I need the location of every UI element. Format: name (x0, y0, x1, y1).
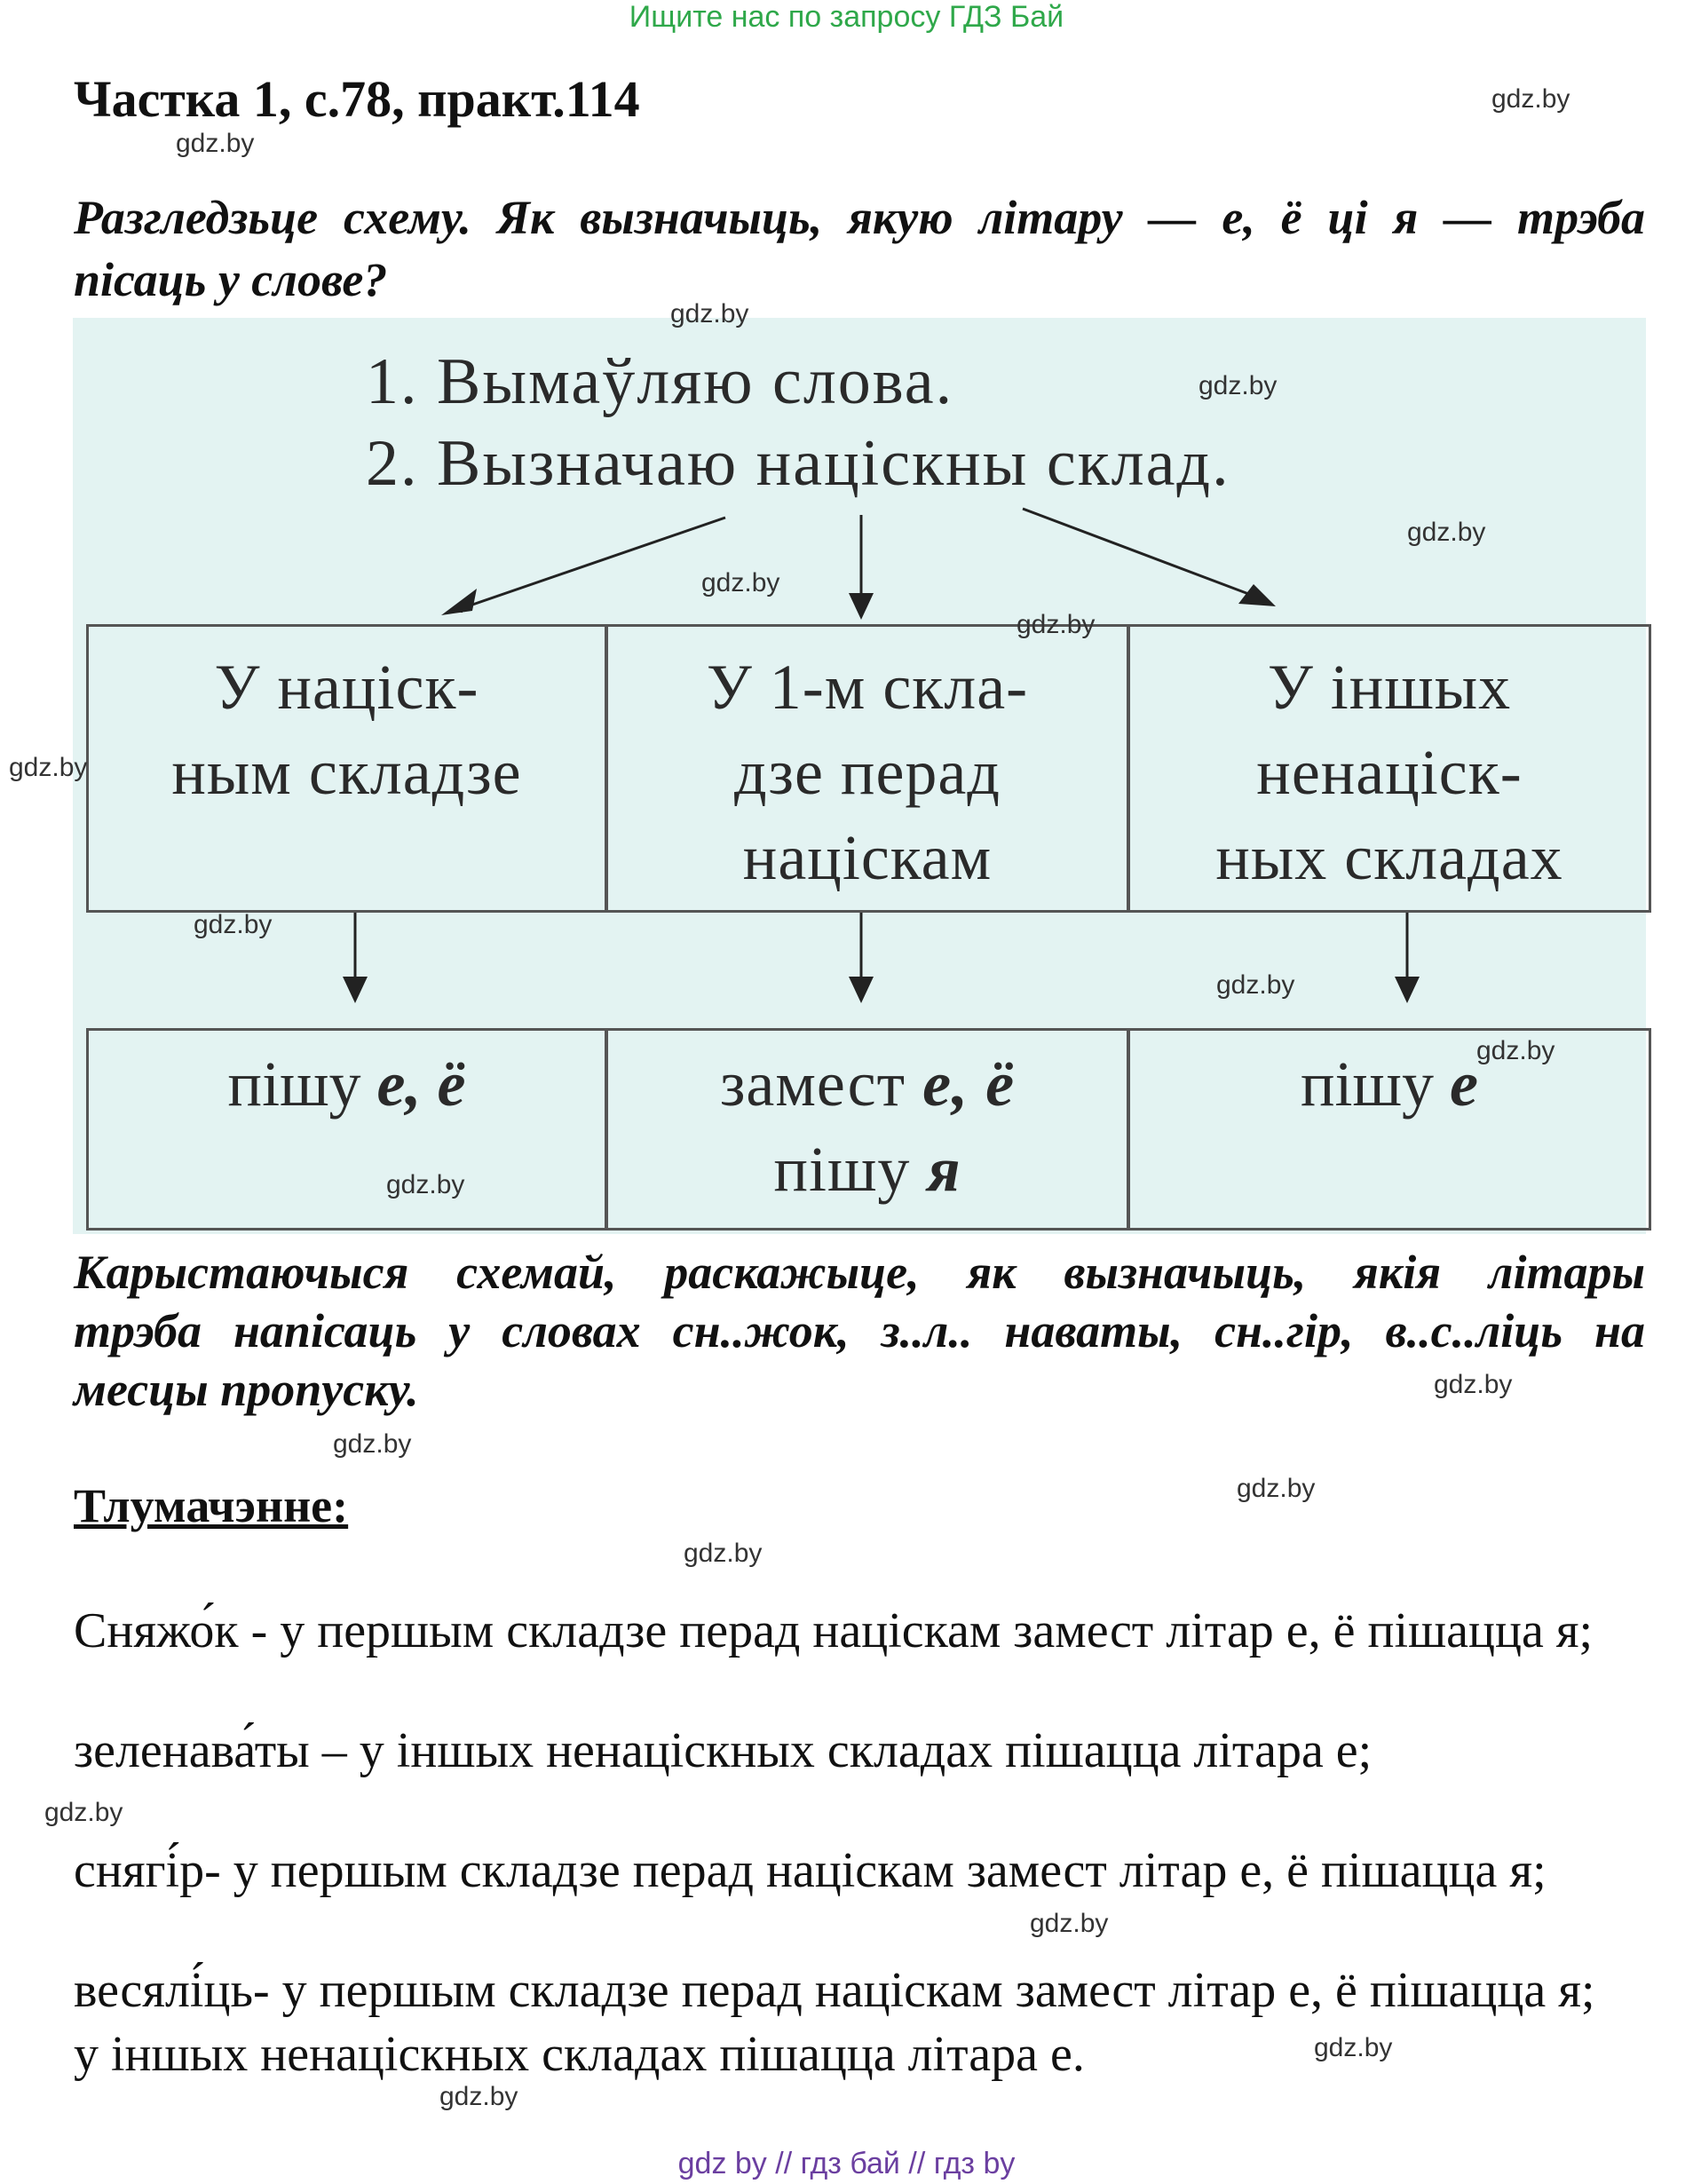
box-pretonic-line-1: У 1-м скла- (706, 652, 1029, 723)
arrow-to-stressed-head (441, 589, 477, 615)
arrow-to-unstressed-head (1238, 584, 1276, 606)
task-line-2: трэба напісаць у словах сн..жок, з..л.. наваты, сн..гір, в..с..ліць на (74, 1304, 1645, 1357)
result-2-text-1: замест (719, 1048, 923, 1120)
box-other-line-1: У іншых (1267, 652, 1512, 723)
watermark: gdz.by (1199, 371, 1278, 400)
watermark: gdz.by (701, 568, 780, 597)
result-write-e (1127, 1028, 1651, 1230)
question-text (74, 186, 1645, 311)
question-line-1: Разгледзьце схему. Як вызначыць, якую літару — е, ё ці я — трэба (74, 191, 1645, 244)
result-1-letters: е, ё (376, 1048, 466, 1120)
page-title: Частка 1, с.78, практ.114 (74, 70, 640, 128)
arrow-to-stressed (455, 518, 725, 611)
explanation-line-1: Сняжо́к - у першым складзе перад націскам замест літар е, ё пішацца я; (74, 1603, 1594, 1658)
box-pretonic-line-3: націскам (742, 822, 993, 893)
box-stressed-syllable (86, 624, 607, 913)
watermark: gdz.by (439, 2082, 518, 2111)
result-2-letters-1: е, ё (922, 1048, 1016, 1120)
arrow-col3-down-head (1395, 977, 1420, 1003)
result-2-text-2: пішу (773, 1134, 928, 1205)
watermark: gdz.by (176, 129, 255, 158)
watermark: gdz.by (1237, 1474, 1316, 1503)
scheme-step-2: 2. Вызначаю націскны склад. (366, 427, 1230, 500)
explanation-heading: Тлумачэнне: (74, 1479, 349, 1532)
explanation-line-5: у іншых ненаціскных складах пішацца літара е. (74, 2027, 1085, 2082)
explanation-line-3: снягі́р- у першым складзе перад націскам замест літар е, ё пішацца я; (74, 1843, 1547, 1898)
task-line-1: Карыстаючыся схемай, раскажыце, як вызначыць, якія літары (74, 1246, 1645, 1299)
arrow-col1-down-head (343, 977, 368, 1003)
watermark: gdz.by (1476, 1036, 1555, 1065)
watermark: gdz.by (1017, 610, 1096, 639)
box-stressed-line-1: У націск- (214, 652, 479, 723)
box-pretonic-syllable (605, 624, 1129, 913)
top-banner[interactable]: Ищите нас по запросу ГДЗ Бай (629, 0, 1064, 34)
watermark: gdz.by (670, 299, 749, 328)
box-stressed-line-2: ным складзе (171, 737, 522, 808)
watermark: gdz.by (9, 753, 88, 782)
task-line-3: месцы пропуску. (74, 1363, 419, 1416)
watermark: gdz.by (1407, 518, 1486, 547)
watermark: gdz.by (1216, 970, 1295, 1000)
explanation-line-4: весялі́ць- у першым складзе перад націскам замест літар е, ё пішацца я; (74, 1963, 1595, 2018)
watermark: gdz.by (684, 1539, 763, 1568)
explanation-line-2: зеленава́ты – у іншых ненаціскных складах пішацца літара е; (74, 1723, 1373, 1778)
result-1-text: пішу (227, 1048, 377, 1120)
task-text (74, 1243, 1645, 1419)
watermark: gdz.by (386, 1170, 465, 1199)
watermark: gdz.by (1030, 1909, 1109, 1938)
spelling-scheme (73, 318, 1646, 1234)
box-other-line-3: ных складах (1215, 822, 1563, 893)
watermark: gdz.by (1434, 1370, 1513, 1399)
footer-links[interactable]: gdz by // гдз бай // гдз by (677, 2147, 1016, 2180)
result-write-ya (605, 1028, 1129, 1230)
arrow-col2-down-head (849, 977, 874, 1003)
box-other-unstressed (1127, 624, 1651, 913)
box-other-line-2: ненаціск- (1256, 737, 1523, 808)
box-pretonic-line-2: дзе перад (734, 737, 1001, 808)
arrow-to-pretonic-head (849, 593, 874, 620)
arrow-to-unstressed (1023, 509, 1258, 597)
scheme-step-1: 1. Вымаўляю слова. (366, 345, 954, 418)
watermark: gdz.by (333, 1429, 412, 1459)
watermark: gdz.by (44, 1798, 123, 1827)
result-3-text: пішу (1301, 1048, 1450, 1120)
watermark: gdz.by (1314, 2033, 1393, 2062)
watermark: gdz.by (194, 910, 273, 939)
result-3-letters: е (1450, 1048, 1478, 1120)
result-write-e-yo (86, 1028, 607, 1230)
watermark: gdz.by (1491, 84, 1570, 114)
question-line-2: пісаць у слове? (74, 253, 388, 306)
result-2-letters-2: я (927, 1134, 961, 1205)
